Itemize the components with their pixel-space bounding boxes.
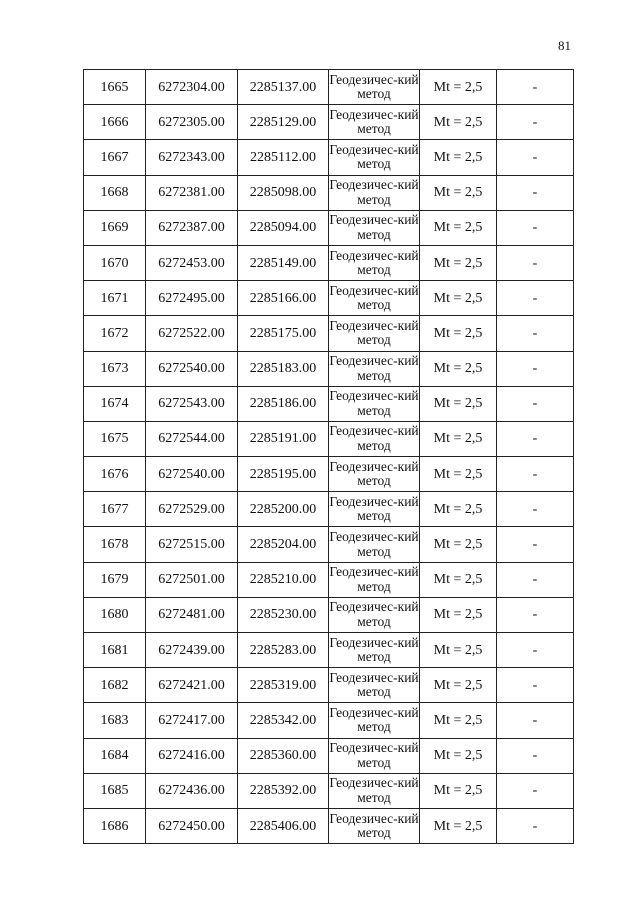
note-cell: - xyxy=(497,245,574,280)
method-cell: Геодезичес-кий метод xyxy=(329,492,420,527)
x-coordinate-cell: 6272515.00 xyxy=(146,527,238,562)
x-coordinate-cell: 6272495.00 xyxy=(146,281,238,316)
method-cell: Геодезичес-кий метод xyxy=(329,738,420,773)
point-number-cell: 1682 xyxy=(84,668,146,703)
accuracy-cell: Mt = 2,5 xyxy=(420,703,497,738)
method-cell: Геодезичес-кий метод xyxy=(329,773,420,808)
method-cell: Геодезичес-кий метод xyxy=(329,70,420,105)
x-coordinate-cell: 6272540.00 xyxy=(146,351,238,386)
y-coordinate-cell: 2285112.00 xyxy=(238,140,329,175)
accuracy-cell: Mt = 2,5 xyxy=(420,421,497,456)
method-cell: Геодезичес-кий метод xyxy=(329,562,420,597)
y-coordinate-cell: 2285204.00 xyxy=(238,527,329,562)
x-coordinate-cell: 6272381.00 xyxy=(146,175,238,210)
point-number-cell: 1666 xyxy=(84,105,146,140)
point-number-cell: 1678 xyxy=(84,527,146,562)
method-cell: Геодезичес-кий метод xyxy=(329,105,420,140)
table-row xyxy=(84,386,574,421)
table-row xyxy=(84,175,574,210)
method-cell: Геодезичес-кий метод xyxy=(329,386,420,421)
note-cell: - xyxy=(497,633,574,668)
note-cell: - xyxy=(497,773,574,808)
method-cell: Геодезичес-кий метод xyxy=(329,281,420,316)
note-cell: - xyxy=(497,351,574,386)
point-number-cell: 1679 xyxy=(84,562,146,597)
method-cell: Геодезичес-кий метод xyxy=(329,175,420,210)
accuracy-cell: Mt = 2,5 xyxy=(420,773,497,808)
note-cell: - xyxy=(497,210,574,245)
note-cell: - xyxy=(497,281,574,316)
y-coordinate-cell: 2285319.00 xyxy=(238,668,329,703)
accuracy-cell: Mt = 2,5 xyxy=(420,281,497,316)
accuracy-cell: Mt = 2,5 xyxy=(420,316,497,351)
y-coordinate-cell: 2285200.00 xyxy=(238,492,329,527)
method-cell: Геодезичес-кий метод xyxy=(329,668,420,703)
table-row xyxy=(84,316,574,351)
note-cell: - xyxy=(497,808,574,843)
accuracy-cell: Mt = 2,5 xyxy=(420,492,497,527)
point-number-cell: 1672 xyxy=(84,316,146,351)
point-number-cell: 1673 xyxy=(84,351,146,386)
note-cell: - xyxy=(497,738,574,773)
coordinates-table-body xyxy=(84,70,574,844)
y-coordinate-cell: 2285210.00 xyxy=(238,562,329,597)
point-number-cell: 1676 xyxy=(84,457,146,492)
accuracy-cell: Mt = 2,5 xyxy=(420,175,497,210)
point-number-cell: 1675 xyxy=(84,421,146,456)
method-cell: Геодезичес-кий метод xyxy=(329,597,420,632)
point-number-cell: 1665 xyxy=(84,70,146,105)
table-row xyxy=(84,668,574,703)
table-row xyxy=(84,773,574,808)
note-cell: - xyxy=(497,492,574,527)
accuracy-cell: Mt = 2,5 xyxy=(420,597,497,632)
note-cell: - xyxy=(497,316,574,351)
x-coordinate-cell: 6272529.00 xyxy=(146,492,238,527)
y-coordinate-cell: 2285186.00 xyxy=(238,386,329,421)
y-coordinate-cell: 2285406.00 xyxy=(238,808,329,843)
x-coordinate-cell: 6272481.00 xyxy=(146,597,238,632)
accuracy-cell: Mt = 2,5 xyxy=(420,738,497,773)
y-coordinate-cell: 2285360.00 xyxy=(238,738,329,773)
table-row xyxy=(84,281,574,316)
y-coordinate-cell: 2285094.00 xyxy=(238,210,329,245)
table-row xyxy=(84,105,574,140)
point-number-cell: 1685 xyxy=(84,773,146,808)
accuracy-cell: Mt = 2,5 xyxy=(420,808,497,843)
accuracy-cell: Mt = 2,5 xyxy=(420,633,497,668)
table-row xyxy=(84,210,574,245)
table-row xyxy=(84,492,574,527)
y-coordinate-cell: 2285129.00 xyxy=(238,105,329,140)
accuracy-cell: Mt = 2,5 xyxy=(420,245,497,280)
table-row xyxy=(84,738,574,773)
note-cell: - xyxy=(497,562,574,597)
accuracy-cell: Mt = 2,5 xyxy=(420,668,497,703)
table-row xyxy=(84,597,574,632)
note-cell: - xyxy=(497,70,574,105)
x-coordinate-cell: 6272343.00 xyxy=(146,140,238,175)
table-row xyxy=(84,562,574,597)
point-number-cell: 1674 xyxy=(84,386,146,421)
y-coordinate-cell: 2285137.00 xyxy=(238,70,329,105)
table-row xyxy=(84,527,574,562)
note-cell: - xyxy=(497,386,574,421)
method-cell: Геодезичес-кий метод xyxy=(329,210,420,245)
y-coordinate-cell: 2285191.00 xyxy=(238,421,329,456)
note-cell: - xyxy=(497,668,574,703)
method-cell: Геодезичес-кий метод xyxy=(329,527,420,562)
method-cell: Геодезичес-кий метод xyxy=(329,140,420,175)
point-number-cell: 1680 xyxy=(84,597,146,632)
table-row xyxy=(84,633,574,668)
x-coordinate-cell: 6272436.00 xyxy=(146,773,238,808)
note-cell: - xyxy=(497,457,574,492)
y-coordinate-cell: 2285283.00 xyxy=(238,633,329,668)
y-coordinate-cell: 2285392.00 xyxy=(238,773,329,808)
accuracy-cell: Mt = 2,5 xyxy=(420,140,497,175)
method-cell: Геодезичес-кий метод xyxy=(329,245,420,280)
point-number-cell: 1668 xyxy=(84,175,146,210)
method-cell: Геодезичес-кий метод xyxy=(329,421,420,456)
x-coordinate-cell: 6272305.00 xyxy=(146,105,238,140)
accuracy-cell: Mt = 2,5 xyxy=(420,351,497,386)
x-coordinate-cell: 6272304.00 xyxy=(146,70,238,105)
y-coordinate-cell: 2285195.00 xyxy=(238,457,329,492)
method-cell: Геодезичес-кий метод xyxy=(329,808,420,843)
method-cell: Геодезичес-кий метод xyxy=(329,316,420,351)
table-row xyxy=(84,808,574,843)
accuracy-cell: Mt = 2,5 xyxy=(420,105,497,140)
y-coordinate-cell: 2285098.00 xyxy=(238,175,329,210)
x-coordinate-cell: 6272544.00 xyxy=(146,421,238,456)
point-number-cell: 1669 xyxy=(84,210,146,245)
point-number-cell: 1671 xyxy=(84,281,146,316)
accuracy-cell: Mt = 2,5 xyxy=(420,70,497,105)
x-coordinate-cell: 6272439.00 xyxy=(146,633,238,668)
x-coordinate-cell: 6272421.00 xyxy=(146,668,238,703)
x-coordinate-cell: 6272540.00 xyxy=(146,457,238,492)
method-cell: Геодезичес-кий метод xyxy=(329,457,420,492)
note-cell: - xyxy=(497,140,574,175)
page-number: 81 xyxy=(558,38,571,53)
accuracy-cell: Mt = 2,5 xyxy=(420,210,497,245)
y-coordinate-cell: 2285149.00 xyxy=(238,245,329,280)
accuracy-cell: Mt = 2,5 xyxy=(420,386,497,421)
note-cell: - xyxy=(497,105,574,140)
note-cell: - xyxy=(497,421,574,456)
note-cell: - xyxy=(497,527,574,562)
point-number-cell: 1681 xyxy=(84,633,146,668)
point-number-cell: 1670 xyxy=(84,245,146,280)
y-coordinate-cell: 2285183.00 xyxy=(238,351,329,386)
point-number-cell: 1686 xyxy=(84,808,146,843)
table-row xyxy=(84,245,574,280)
x-coordinate-cell: 6272450.00 xyxy=(146,808,238,843)
note-cell: - xyxy=(497,175,574,210)
point-number-cell: 1667 xyxy=(84,140,146,175)
note-cell: - xyxy=(497,703,574,738)
table-row xyxy=(84,703,574,738)
method-cell: Геодезичес-кий метод xyxy=(329,703,420,738)
y-coordinate-cell: 2285342.00 xyxy=(238,703,329,738)
method-cell: Геодезичес-кий метод xyxy=(329,633,420,668)
table-row xyxy=(84,457,574,492)
x-coordinate-cell: 6272417.00 xyxy=(146,703,238,738)
accuracy-cell: Mt = 2,5 xyxy=(420,527,497,562)
table-row xyxy=(84,70,574,105)
x-coordinate-cell: 6272416.00 xyxy=(146,738,238,773)
y-coordinate-cell: 2285230.00 xyxy=(238,597,329,632)
table-row xyxy=(84,351,574,386)
coordinates-table xyxy=(83,69,574,844)
point-number-cell: 1677 xyxy=(84,492,146,527)
table-row xyxy=(84,140,574,175)
x-coordinate-cell: 6272501.00 xyxy=(146,562,238,597)
accuracy-cell: Mt = 2,5 xyxy=(420,562,497,597)
note-cell: - xyxy=(497,597,574,632)
x-coordinate-cell: 6272453.00 xyxy=(146,245,238,280)
method-cell: Геодезичес-кий метод xyxy=(329,351,420,386)
y-coordinate-cell: 2285175.00 xyxy=(238,316,329,351)
table-row xyxy=(84,421,574,456)
x-coordinate-cell: 6272387.00 xyxy=(146,210,238,245)
x-coordinate-cell: 6272543.00 xyxy=(146,386,238,421)
accuracy-cell: Mt = 2,5 xyxy=(420,457,497,492)
point-number-cell: 1683 xyxy=(84,703,146,738)
point-number-cell: 1684 xyxy=(84,738,146,773)
y-coordinate-cell: 2285166.00 xyxy=(238,281,329,316)
x-coordinate-cell: 6272522.00 xyxy=(146,316,238,351)
